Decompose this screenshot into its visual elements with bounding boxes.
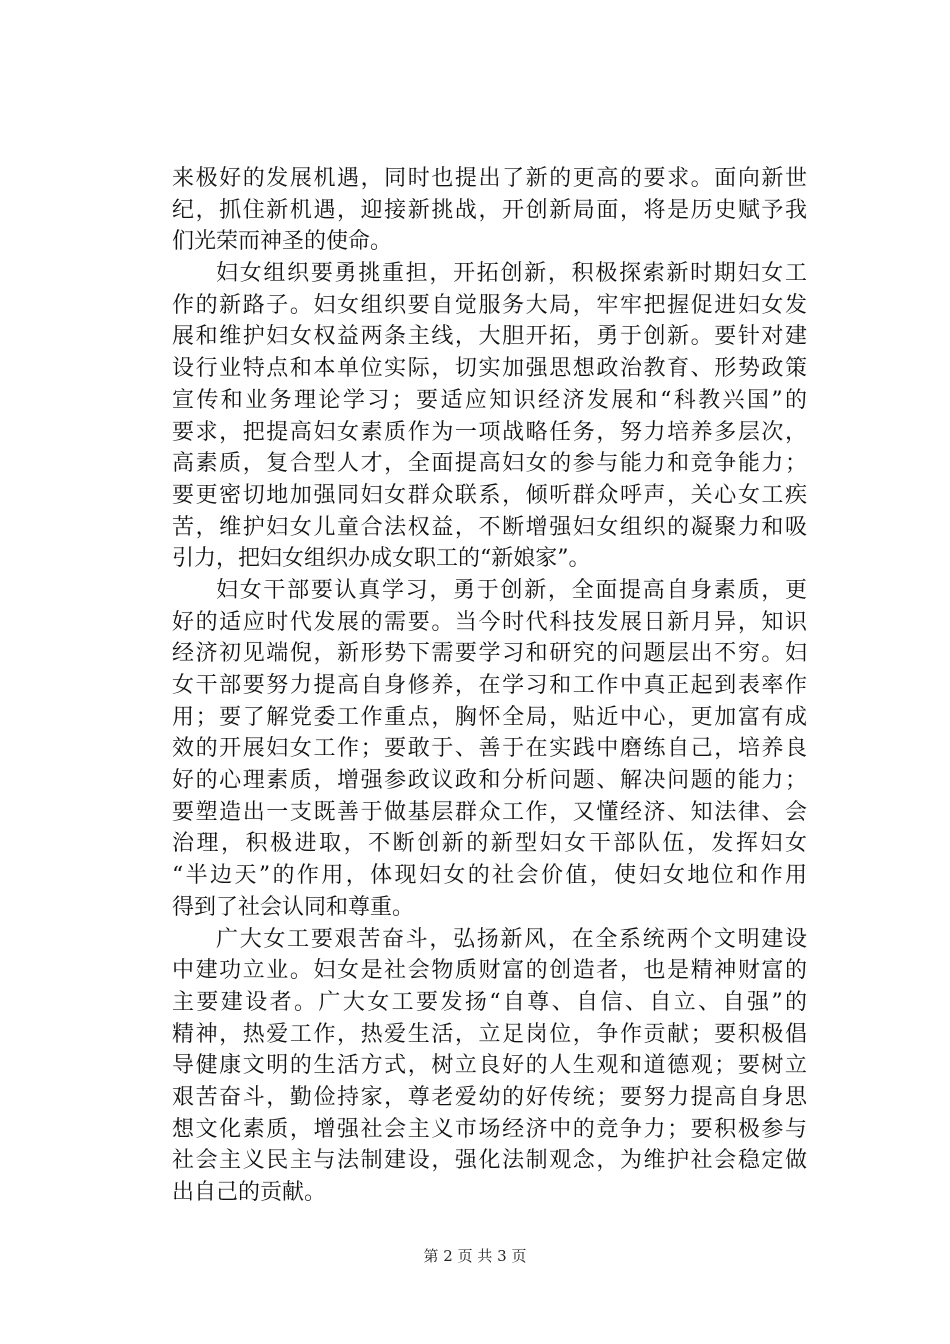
text-line: 来极好的发展机遇，同时也提出了新的更高的要求。面向新世 [172, 166, 807, 191]
text-line: 要塑造出一支既善于做基层群众工作，又懂经济、知法律、会 [172, 799, 807, 825]
document-body [172, 163, 807, 1209]
text-line: 导健康文明的生活方式，树立良好的人生观和道德观；要树立 [172, 1053, 807, 1079]
text-line: 中建功立业。妇女是社会物质财富的创造者，也是精神财富的 [172, 958, 807, 984]
text-line: 效的开展妇女工作；要敢于、善于在实践中磨练自己，培养良 [172, 736, 807, 762]
text-line: 广大女工要艰苦奋斗，弘扬新风，在全系统两个文明建设 [216, 926, 807, 952]
text-line: 纪，抓住新机遇，迎接新挑战，开创新局面，将是历史赋予我 [172, 197, 807, 223]
text-line: 女干部要努力提高自身修养，在学习和工作中真正起到表率作 [172, 673, 807, 698]
text-line: 好的适应时代发展的需要。当今时代科技发展日新月异，知识 [172, 609, 807, 635]
text-line: 精神，热爱工作，热爱生活，立足岗位，争作贡献；要积极倡 [172, 1021, 807, 1047]
text-line: 经济初见端倪，新形势下需要学习和研究的问题层出不穷。妇 [172, 641, 807, 667]
text-line: 治理，积极进取，不断创新的新型妇女干部队伍，发挥妇女 [172, 831, 807, 857]
page-number-footer: 第 2 页 共 3 页 [423, 1247, 527, 1265]
text-line: 苦，维护妇女儿童合法权益，不断增强妇女组织的凝聚力和吸 [172, 514, 807, 540]
text-line: 妇女组织要勇挑重担，开拓创新，积极探索新时期妇女工 [216, 261, 807, 287]
text-line: 想文化素质，增强社会主义市场经济中的竞争力；要积极参与 [172, 1116, 807, 1142]
text-line: 社会主义民主与法制建设，强化法制观念，为维护社会稳定做 [172, 1148, 807, 1174]
text-line: 主要建设者。广大女工要发扬“自尊、自信、自立、自强”的 [172, 989, 807, 1015]
text-line: 引力，把妇女组织办成女职工的“新娘家”。 [172, 546, 591, 572]
text-line: 得到了社会认同和尊重。 [172, 894, 415, 920]
text-line: 出自己的贡献。 [172, 1180, 327, 1205]
text-line: 妇女干部要认真学习，勇于创新，全面提高自身素质，更 [216, 577, 807, 603]
text-line: 展和维护妇女权益两条主线，大胆开拓，勇于创新。要针对建 [172, 324, 807, 350]
text-line: 宣传和业务理论学习；要适应知识经济发展和“科教兴国”的 [172, 387, 807, 413]
text-line: 作的新路子。妇女组织要自觉服务大局，牢牢把握促进妇女发 [172, 292, 807, 318]
text-line: 高素质，复合型人才，全面提高妇女的参与能力和竞争能力； [172, 451, 807, 477]
text-line: 设行业特点和本单位实际，切实加强思想政治教育、形势政策 [172, 356, 807, 382]
text-line: 要更密切地加强同妇女群众联系，倾听群众呼声，关心女工疾 [172, 482, 807, 508]
text-line: 们光荣而神圣的使命。 [172, 229, 393, 255]
text-line: “半边天”的作用，体现妇女的社会价值，使妇女地位和作用 [172, 863, 807, 889]
text-line: 艰苦奋斗，勤俭持家，尊老爱幼的好传统；要努力提高自身思 [172, 1084, 807, 1110]
text-line: 好的心理素质，增强参政议政和分析问题、解决问题的能力； [172, 768, 807, 794]
text-line: 要求，把提高妇女素质作为一项战略任务，努力培养多层次， [172, 419, 807, 445]
text-line: 用；要了解党委工作重点，胸怀全局，贴近中心，更加富有成 [172, 704, 807, 730]
